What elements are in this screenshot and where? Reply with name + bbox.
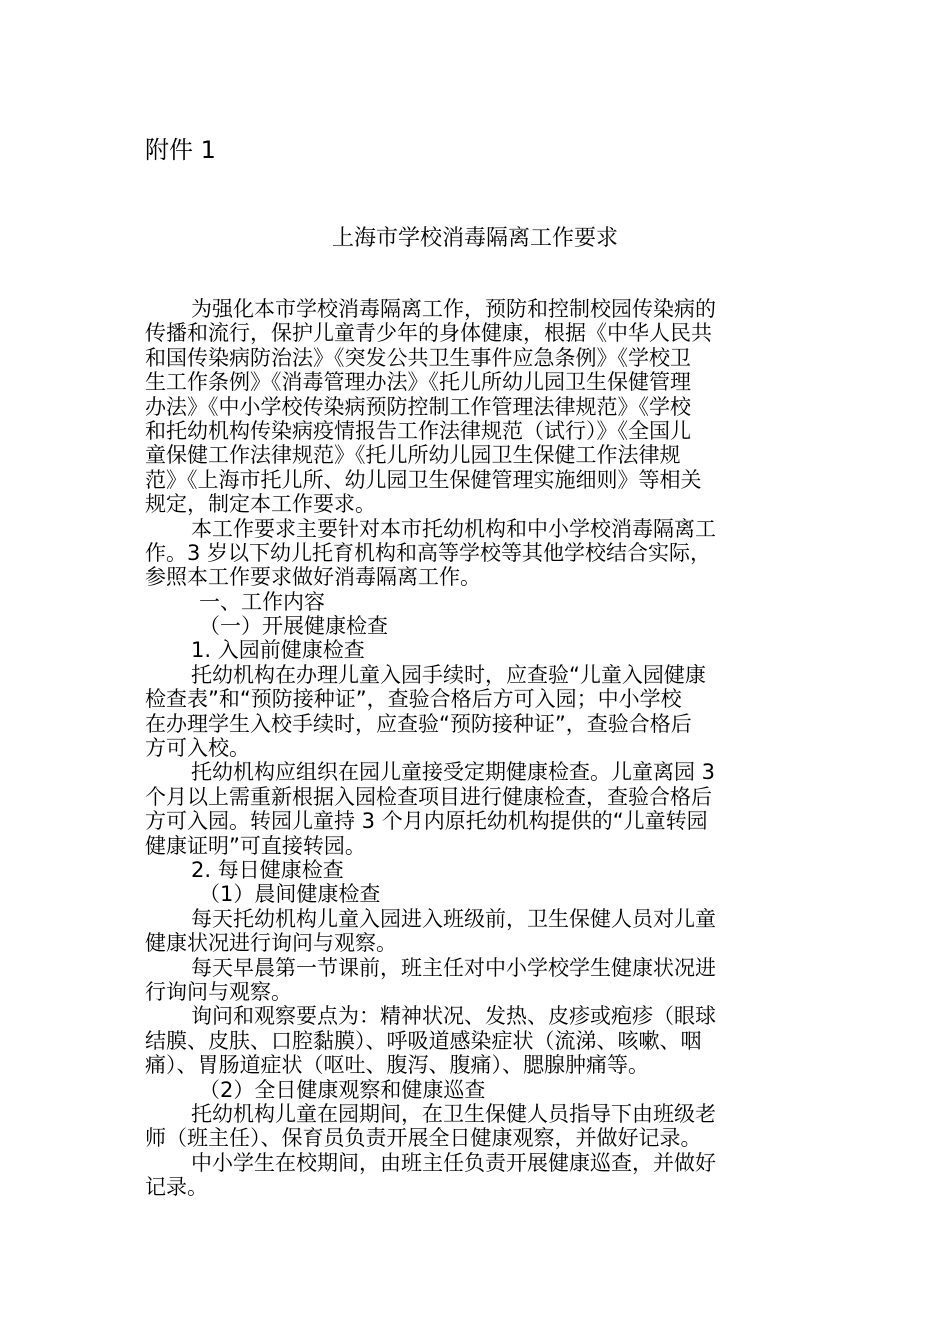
body-line: 行询问与观察。: [145, 979, 292, 1004]
body-line: 规定，制定本工作要求。: [145, 492, 376, 517]
body-line: 托幼机构儿童在园期间，在卫生保健人员指导下由班级老: [191, 1101, 716, 1126]
body-line: 童保健工作法律规范》《托儿所幼儿园卫生保健工作法律规: [145, 443, 681, 468]
body-line: 结膜、皮肤、口腔黏膜）、呼吸道感染症状（流涕、咳嗽、咽: [145, 1028, 702, 1053]
body-line: 方可入园。转园儿童持 3 个月内原托幼机构提供的“儿童转园: [145, 809, 708, 834]
body-line: 和国传染病防治法》《突发公共卫生事件应急条例》《学校卫: [145, 345, 691, 370]
subsection-heading: （一）开展健康检查: [199, 614, 388, 639]
body-line: 范》《上海市托儿所、幼儿园卫生保健管理实施细则》等相关: [145, 467, 702, 492]
body-line: 作。3 岁以下幼儿托育机构和高等学校等其他学校结合实际，: [145, 540, 712, 565]
item-heading: 2. 每日健康检查: [191, 857, 344, 882]
item-heading: 1. 入园前健康检查: [191, 638, 365, 663]
body-line: 生工作条例》《消毒管理办法》《托儿所幼儿园卫生保健管理: [145, 370, 691, 395]
body-line: 托幼机构应组织在园儿童接受定期健康检查。儿童离园 3: [191, 760, 716, 785]
document-title: 上海市学校消毒隔离工作要求: [331, 226, 618, 251]
document-body: [145, 297, 805, 1199]
body-line: 办法》《中小学校传染病预防控制工作管理法律规范》《学校: [145, 394, 691, 419]
body-line: 健康状况进行询问与观察。: [145, 931, 397, 956]
body-line: 参照本工作要求做好消毒隔离工作。: [145, 565, 481, 590]
body-line: 痛）、胃肠道症状（呕吐、腹泻、腹痛）、腮腺肿痛等。: [145, 1053, 649, 1078]
body-line: 方可入校。: [145, 736, 250, 761]
body-line: 中小学生在校期间，由班主任负责开展健康巡查，并做好: [191, 1150, 716, 1175]
subitem-heading: （2）全日健康观察和健康巡查: [199, 1077, 486, 1102]
body-line: 检查表”和“预防接种证”，查验合格后方可入园；中小学校: [145, 687, 682, 712]
body-line: 托幼机构在办理儿童入园手续时，应查验“儿童入园健康: [191, 662, 706, 687]
body-line: 记录。: [145, 1175, 208, 1200]
body-line: 健康证明”可直接转园。: [145, 833, 366, 858]
section-heading: 一、工作内容: [199, 589, 325, 614]
body-line: 每天托幼机构儿童入园进入班级前，卫生保健人员对儿童: [191, 906, 716, 931]
body-line: 本工作要求主要针对本市托幼机构和中小学校消毒隔离工: [191, 516, 716, 541]
subitem-heading: （1）晨间健康检查: [199, 882, 381, 907]
body-line: 师（班主任）、保育员负责开展全日健康观察，并做好记录。: [145, 1126, 702, 1151]
body-line: 个月以上需重新根据入园检查项目进行健康检查，查验合格后: [145, 784, 712, 809]
body-line: 在办理学生入校手续时，应查验“预防接种证”，查验合格后: [145, 711, 692, 736]
body-line: 为强化本市学校消毒隔离工作，预防和控制校园传染病的: [191, 297, 716, 321]
body-line: 询问和观察要点为：精神状况、发热、皮疹或疱疹（眼球: [191, 1004, 716, 1029]
body-line: 传播和流行，保护儿童青少年的身体健康，根据《中华人民共: [145, 321, 712, 346]
attachment-label: 附件 1: [145, 136, 216, 164]
body-line: 和托幼机构传染病疫情报告工作法律规范（试行）》《全国儿: [145, 418, 691, 443]
body-line: 每天早晨第一节课前，班主任对中小学校学生健康状况进: [191, 955, 716, 980]
